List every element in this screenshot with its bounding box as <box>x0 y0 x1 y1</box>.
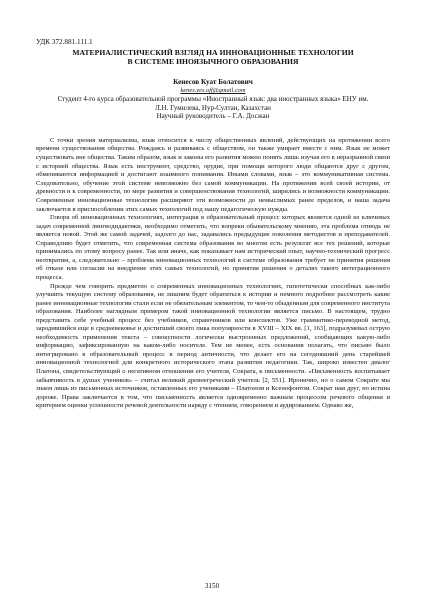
page-number: 3150 <box>204 582 220 590</box>
author-email-link[interactable]: kenes.yes.off@gmail.com <box>180 87 246 94</box>
article-title-line-2: В СИСТЕМЕ ИНОЯЗЫЧНОГО ОБРАЗОВАНИЯ <box>127 57 299 66</box>
article-page <box>36 38 390 411</box>
author-affiliation: Студент 4-го курса образовательной программы «Иностранный язык: два иностранных языка» ЕНУ им. Л.Н. Гумилева, Нур-Султан, Казахстан <box>57 95 369 112</box>
scientific-supervisor: Научный руководитель – Г.А. Досжан <box>156 112 270 121</box>
udk-code: УДК 372.881.111.1 <box>36 38 93 46</box>
article-title-line-1: МАТЕРИАЛИСТИЧЕСКИЙ ВЗГЛЯД НА ИННОВАЦИОННЫЕ ТЕХНОЛОГИИ <box>72 48 354 57</box>
article-title <box>36 48 390 66</box>
author-name: Кенесов Куат Болатович <box>173 78 253 86</box>
paragraph-innovations: Говоря об инновационных технологиях, интеграция в образовательный процесс которых является одной из ключевых задач современной лингводидактики, необходимо отметить, что вопреки обывательскому мнению, эта проблема отнюдь не является новой. Этой же самой задачей, задолго до нас, задавались предыдущие поколения методистов и преподавателей. Справедливо будет отметить, что современная система образования во многом есть результат все тех решений, которые принимались по этому вопросу ранее. Так или иначе, как показывает нам исторический опыт, научно-технический прогресс неотвратим, а, следовательно – проблема инновационных технологий в системе образования требует не принятия решения об отказе или согласии на внедрение этих самых технологий, но принятия решения о деталях такого интеграционного процесса. <box>36 214 390 281</box>
paragraph-history-writing: Прежде чем говорить предметно о современных инновационных технологиях, гипотетически способных как-либо улучшить текущую систему образования, не лишним будет обратиться к истории и немного подробнее рассмотреть какие ранее инновационные технологии стали если не обязательным элементом, то чем-то обыденным для современного института образования. Наиболее наглядным примером такой инновационной технологии является письмо. В настоящем, трудно представить себе учебный процесс без учебников, справочников или конспектов. Уже грамматико-переводной метод, зародившийся еще в средневековье и достигший своего пика популярности в XVIII – XIX вв. [1, 163], подразумевал острую необходимость применения текста – совокупности логически выстроенных предложений, сообщающих какую-либо информацию, зафиксированную на каком-либо носителе. Тем не менее, есть основания полагать, что письмо было интегрировано в образовательный процесс в период античности, что делает его на сегодняшний день старейшей инновационной технологией для конкретного исторического этапа развития педагогики. Так, широко известен диалог Платона, свидетельствующий о негативном отношении его учителя, Сократа, к письменности. «Письменность воспитывает забывчивость в душах учеников» – считал великий древнегреческий учитель [2, 551]. Иронично, но о самом Сократе мы знаем лишь из письменных источников, оставленных его учениками – Платоном и Ксенофонтом. Сократ нам друг, но истина дороже. Права заключается в том, что письменность является одновременно важным процессом речевого общения и критерием оценки успешности речевой деятельности наряду с чтением, говорением и аудированием. Однако же, <box>36 282 390 410</box>
paragraph-intro: С точки зрения материализма, язык относится к числу общественных явлений, действующих на протяжении всего времени существования общества. Рождаясь и развиваясь с обществом, он также умирает вместе с ним. Язык не может существовать вне общества. Таким образом, язык и законы его развития можно понять лишь изучая его в неразрывной связи с историей общества. Язык есть инструмент, средство, орудие, при помощи которого люди общаются друг с другом, обмениваются информацией и достигают взаимного понимания. Иными словами, язык – это коммуникативная система. Следовательно, обучение этой системе невозможно без самой коммуникации. На протяжении всей своей истории, от древности и к современности, по мере развития и совершенствования технологий, ширились и возможности коммуникации. Современные инновационные технологии расширяют эти возможности до немыслимых ранее пределов, и наша задача заключается в приспособлении этих самых технологий под нашу педагогическую нужды. <box>36 136 390 213</box>
